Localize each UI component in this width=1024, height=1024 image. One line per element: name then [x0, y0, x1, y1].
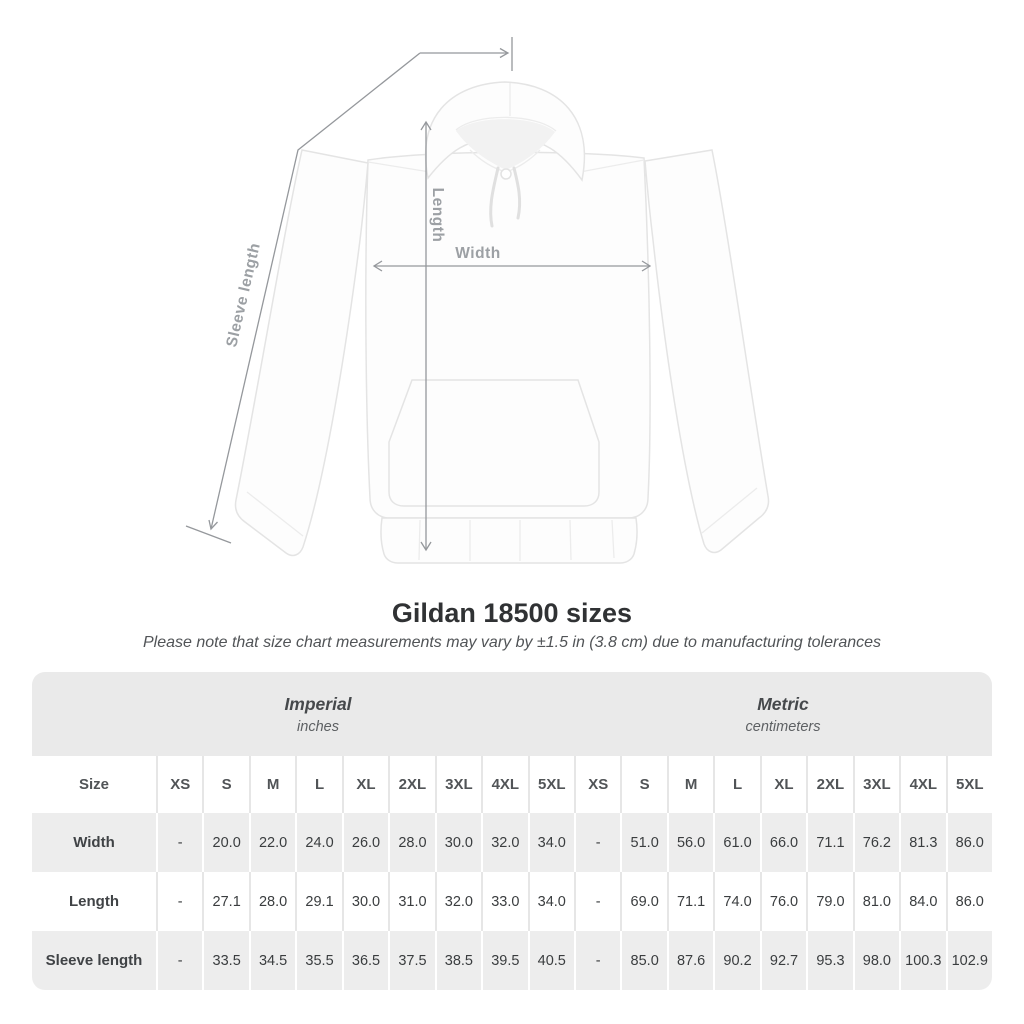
value-cell: 38.5: [435, 931, 481, 990]
size-col-header: 5XL: [946, 756, 992, 813]
table-header-band: [32, 672, 992, 756]
page-subtitle: Please note that size chart measurements may vary by ±1.5 in (3.8 cm) due to manufacturing tolerances: [142, 634, 882, 651]
size-header-cell: Size: [78, 776, 109, 793]
value-cell: 100.3: [899, 931, 945, 990]
value-cell: -: [574, 931, 620, 990]
value-cell: -: [156, 872, 202, 931]
value-cell: 79.0: [806, 872, 852, 931]
value-cell: 86.0: [946, 872, 992, 931]
value-cell: -: [574, 872, 620, 931]
metric-section-header: [574, 672, 992, 756]
size-col-header: 5XL: [528, 756, 574, 813]
value-cell: 81.3: [899, 813, 945, 872]
table-row-sleeve-length: [32, 931, 992, 990]
hoodie-illustration: [235, 82, 768, 563]
size-col-header: S: [202, 756, 248, 813]
hoodie-right-sleeve: [645, 150, 769, 552]
size-col-header: 4XL: [899, 756, 945, 813]
value-cell: -: [156, 931, 202, 990]
value-cell: 40.5: [528, 931, 574, 990]
value-cell: 33.0: [481, 872, 527, 931]
size-col-header: M: [249, 756, 295, 813]
value-cell: 24.0: [295, 813, 341, 872]
value-cell: 95.3: [806, 931, 852, 990]
value-cell: 36.5: [342, 931, 388, 990]
size-chart-table: [32, 672, 992, 990]
value-cell: 87.6: [667, 931, 713, 990]
size-col-header: M: [667, 756, 713, 813]
size-col-header: XL: [342, 756, 388, 813]
imperial-section-header: [47, 672, 589, 756]
imperial-title: Imperial: [284, 693, 352, 714]
value-cell: -: [156, 813, 202, 872]
value-cell: 26.0: [342, 813, 388, 872]
hoodie-left-sleeve: [235, 150, 368, 555]
value-cell: 39.5: [481, 931, 527, 990]
value-cell: 71.1: [806, 813, 852, 872]
value-cell: 74.0: [713, 872, 759, 931]
value-cell: 34.0: [528, 813, 574, 872]
row-label: Sleeve length: [45, 952, 143, 969]
row-label: Width: [73, 834, 115, 851]
value-cell: 30.0: [342, 872, 388, 931]
value-cell: 98.0: [853, 931, 899, 990]
value-cell: 66.0: [760, 813, 806, 872]
value-cell: 29.1: [295, 872, 341, 931]
value-cell: 71.1: [667, 872, 713, 931]
size-col-header: 4XL: [481, 756, 527, 813]
value-cell: 86.0: [946, 813, 992, 872]
value-cell: 35.5: [295, 931, 341, 990]
size-header-row: [32, 756, 992, 813]
value-cell: 92.7: [760, 931, 806, 990]
size-col-header: 3XL: [853, 756, 899, 813]
value-cell: 22.0: [249, 813, 295, 872]
value-cell: 90.2: [713, 931, 759, 990]
size-col-header: 3XL: [435, 756, 481, 813]
row-label: Length: [69, 893, 119, 910]
metric-unit: centimeters: [745, 718, 821, 735]
table-row-width: [32, 813, 992, 872]
value-cell: 27.1: [202, 872, 248, 931]
value-cell: 28.0: [388, 813, 434, 872]
size-col-header: S: [620, 756, 666, 813]
imperial-unit: inches: [297, 718, 339, 735]
value-cell: 102.9: [946, 931, 992, 990]
length-label: Length: [429, 187, 446, 243]
width-label: Width: [455, 245, 501, 262]
value-cell: 32.0: [435, 872, 481, 931]
size-col-header: XL: [760, 756, 806, 813]
value-cell: 51.0: [620, 813, 666, 872]
size-col-header: XS: [156, 756, 202, 813]
size-col-header: L: [295, 756, 341, 813]
value-cell: 30.0: [435, 813, 481, 872]
size-col-header: 2XL: [806, 756, 852, 813]
metric-title: Metric: [757, 693, 809, 714]
value-cell: 37.5: [388, 931, 434, 990]
value-cell: 76.2: [853, 813, 899, 872]
value-cell: 61.0: [713, 813, 759, 872]
table-row-length: [32, 872, 992, 931]
value-cell: 34.0: [528, 872, 574, 931]
size-col-header: 2XL: [388, 756, 434, 813]
page-title: Gildan 18500 sizes: [391, 598, 633, 628]
value-cell: 81.0: [853, 872, 899, 931]
kangaroo-pocket: [389, 380, 599, 506]
value-cell: 76.0: [760, 872, 806, 931]
value-cell: 28.0: [249, 872, 295, 931]
sleeve-length-label: Sleeve length: [223, 241, 264, 349]
value-cell: 31.0: [388, 872, 434, 931]
value-cell: 33.5: [202, 931, 248, 990]
value-cell: 34.5: [249, 931, 295, 990]
cuff-tick: [186, 526, 231, 543]
value-cell: -: [574, 813, 620, 872]
value-cell: 69.0: [620, 872, 666, 931]
size-col-header: XS: [574, 756, 620, 813]
value-cell: 84.0: [899, 872, 945, 931]
size-col-header: L: [713, 756, 759, 813]
value-cell: 20.0: [202, 813, 248, 872]
value-cell: 85.0: [620, 931, 666, 990]
value-cell: 32.0: [481, 813, 527, 872]
value-cell: 56.0: [667, 813, 713, 872]
